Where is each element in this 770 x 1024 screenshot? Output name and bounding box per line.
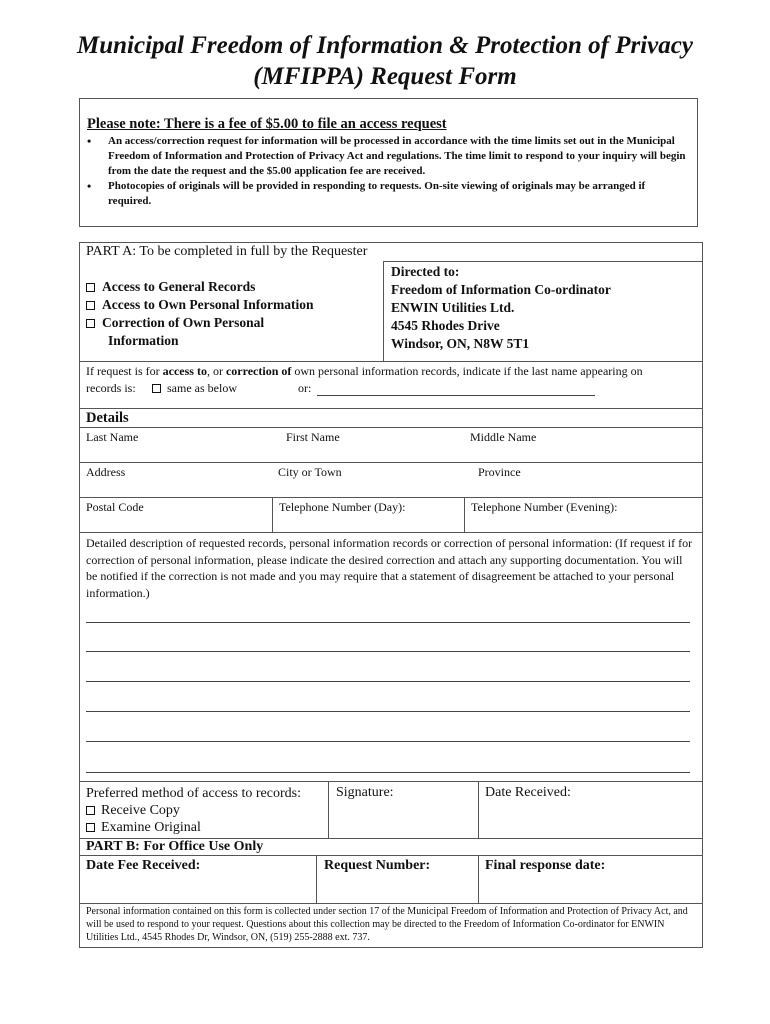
description-line-5[interactable] (86, 741, 690, 742)
fee-note-box (79, 98, 698, 227)
examine-original-option[interactable]: Examine Original (86, 819, 301, 836)
checkbox-icon[interactable] (86, 806, 95, 815)
note-bullet-1: • An access/correction request for information will be processed in accordance with the time limits set out in the Municipal Freedom of Information and Protection of Privacy Act and regulations. The time limit to respond to your inquiry will begin from the date the request and the $5.00 application fee are received. (84, 134, 688, 179)
directed-to-line2: ENWIN Utilities Ltd. (391, 300, 515, 315)
last-name-field[interactable]: Last Name (86, 430, 139, 444)
checkbox-icon[interactable] (86, 823, 95, 832)
form-title-line1: Municipal Freedom of Information & Protection of Privacy (77, 32, 693, 59)
checkbox-icon[interactable] (86, 319, 95, 328)
description-line-1[interactable] (86, 622, 690, 623)
phone-day-field[interactable]: Telephone Number (Day): (279, 500, 406, 514)
request-number-field[interactable]: Request Number: (324, 858, 431, 873)
directed-to-block (391, 263, 611, 353)
description-line-3[interactable] (86, 681, 690, 682)
records-is-label: records is: (86, 381, 136, 395)
final-response-date-field[interactable]: Final response date: (485, 858, 606, 873)
directed-to-line4: Windsor, ON, N8W 5T1 (391, 336, 530, 351)
fee-note-title: Please note: There is a fee of $5.00 to file an access request (87, 116, 447, 132)
request-type-options (86, 278, 313, 350)
lastname-instruction: If request is for access to, or correction of own personal information records, indicate if the last name appearing on (86, 364, 643, 378)
lastname-line[interactable] (317, 395, 595, 396)
option-correction-cont: Information (108, 333, 179, 348)
first-name-field[interactable]: First Name (286, 430, 340, 444)
access-method-block (86, 785, 301, 836)
or-label: or: (298, 381, 312, 395)
checkbox-icon[interactable] (86, 301, 95, 310)
directed-to-label: Directed to: (391, 264, 460, 279)
postal-code-field[interactable]: Postal Code (86, 500, 144, 514)
middle-name-field[interactable]: Middle Name (470, 430, 537, 444)
description-line-6[interactable] (86, 772, 690, 773)
option-correction[interactable]: Correction of Own Personal (86, 314, 313, 332)
date-fee-received-field[interactable]: Date Fee Received: (86, 858, 201, 873)
privacy-collection-notice: Personal information contained on this form is collected under section 17 of the Municipal Freedom of Information and Protection of Privacy Act, and will be used to respond to your request. Questions about this collection may be directed to the Freedom of Information Co-ordinator for ENWIN Utilities Ltd., 4545 Rhodes Dr, Windsor, ON, (519) 255-2888 ext. 737. (86, 906, 688, 943)
option-own-personal-info[interactable]: Access to Own Personal Information (86, 296, 313, 314)
date-received-field[interactable]: Date Received: (485, 785, 571, 800)
address-field[interactable]: Address (86, 465, 126, 479)
directed-to-line1: Freedom of Information Co-ordinator (391, 282, 611, 297)
details-heading: Details (86, 410, 129, 426)
fee-note-bullets (84, 134, 688, 209)
preferred-method-label: Preferred method of access to records: (86, 786, 301, 801)
description-line-4[interactable] (86, 711, 690, 712)
description-line-2[interactable] (86, 651, 690, 652)
city-field[interactable]: City or Town (278, 465, 342, 479)
part-a-heading: PART A: To be completed in full by the Requester (86, 244, 368, 259)
description-instructions: Detailed description of requested records, personal information records or correction of personal information: (If request if for correction of personal information, please indicate the desired correction and attach any supporting documentation. You will be notified if the correction is not made and you may require that a statement of disagreement be attached to your personal information.) (86, 536, 693, 600)
signature-field[interactable]: Signature: (336, 785, 394, 800)
directed-to-line3: 4545 Rhodes Drive (391, 318, 500, 333)
form-title-line2: (MFIPPA) Request Form (253, 63, 517, 90)
part-b-heading: PART B: For Office Use Only (86, 839, 264, 854)
same-as-below-option[interactable]: same as below (152, 381, 237, 396)
checkbox-icon[interactable] (86, 283, 95, 292)
receive-copy-option[interactable]: Receive Copy (86, 802, 301, 819)
option-general-records[interactable]: Access to General Records (86, 278, 313, 296)
province-field[interactable]: Province (478, 465, 521, 479)
phone-evening-field[interactable]: Telephone Number (Evening): (471, 500, 618, 514)
checkbox-icon[interactable] (152, 384, 161, 393)
note-bullet-2: • Photocopies of originals will be provided in responding to requests. On-site viewing of originals may be arranged if required. (84, 179, 688, 209)
